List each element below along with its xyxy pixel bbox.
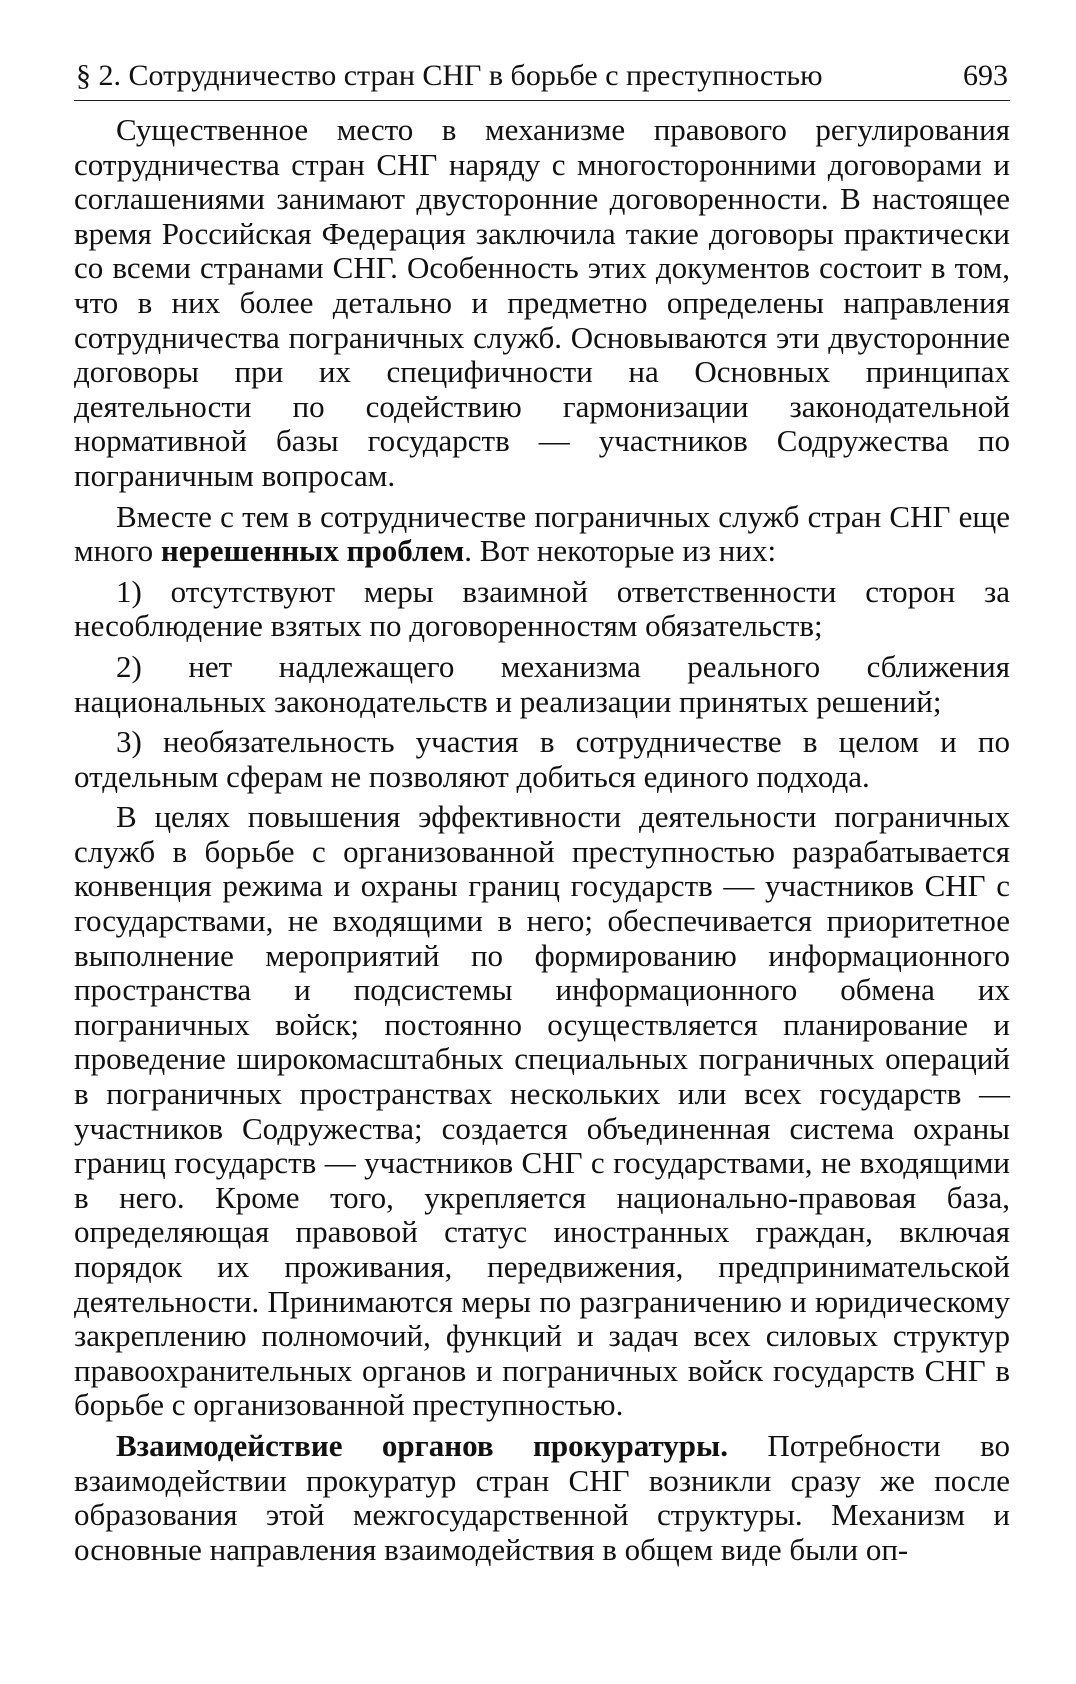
text-run: Вместе с тем в сотрудничестве пограничных служб стран СНГ еще много (74, 498, 1010, 569)
paragraph-unsolved-problems (74, 500, 1010, 569)
list-item-3: 3) необязательность участия в сотрудничестве в целом и по отдельным сферам не позволяют добиться единого подхода. (74, 724, 1010, 794)
text-run: Потребности во взаимодействии прокуратур стран СНГ возникли сразу же после образования этой межгосударственной структуры. Механизм и основные направления взаимодействия в общем виде были оп- (74, 1427, 1010, 1567)
bold-heading-prosecution: Взаимодействие органов прокуратуры. (116, 1427, 728, 1463)
body-text (74, 113, 1010, 1567)
page-number: 693 (963, 59, 1008, 92)
running-header (74, 58, 1010, 101)
text-run: . Вот некоторые из них: (464, 533, 777, 569)
paragraph-prosecution-cooperation (74, 1429, 1010, 1567)
paragraph-bilateral-agreements: Существенное место в механизме правового регулирования сотрудничества стран СНГ наряду с многосторонними договорами и соглашениями занимают двусторонние договоренности. В настоящее время Российская Федерация заключила такие договоры практически со всеми странами СНГ. Особенность этих документов состоит в том, что в них более детально и предметно определены направления сотрудничества пограничных служб. Основываются эти двусторонние договоры при их специфичности на Основных принципах деятельности по содействию гармонизации законодательной нормативной базы государств — участников Содружества по пограничным вопросам. (74, 112, 1010, 493)
list-item-2: 2) нет надлежащего механизма реального сближения национальных законодательств и реализации принятых решений; (74, 648, 1010, 719)
section-title: § 2. Сотрудничество стран СНГ в борьбе с преступностью (76, 59, 823, 92)
paragraph-border-services-efficiency: В целях повышения эффективности деятельности пограничных служб в борьбе с организованной преступностью разрабатывается конвенция режима и охраны границ государств — участников СНГ с государствами, не входящими в него; обеспечивается приоритетное выполнение мероприятий по формированию информационного пространства и подсистемы информационного обмена их пограничных войск; постоянно осуществляется планирование и проведение широкомасштабных специальных пограничных операций в пограничных пространствах нескольких или всех государств — участников Содружества; создается объединенная система охраны границ государств — участников СНГ с государствами, не входящими в него. Кроме того, укрепляется национально-правовая база, определяющая правовой статус иностранных граждан, включая порядок их проживания, передвижения, предпринимательской деятельности. Принимаются меры по разграничению и юридическому закреплению полномочий, функций и задач всех силовых структур правоохранительных органов и пограничных войск государств СНГ в борьбе с организованной преступностью. (74, 799, 1010, 1423)
list-item-1: 1) отсутствуют меры взаимной ответственности сторон за несоблюдение взятых по договоренностям обязательств; (74, 573, 1010, 644)
bold-term-unsolved-problems: нерешенных проблем (160, 533, 465, 569)
